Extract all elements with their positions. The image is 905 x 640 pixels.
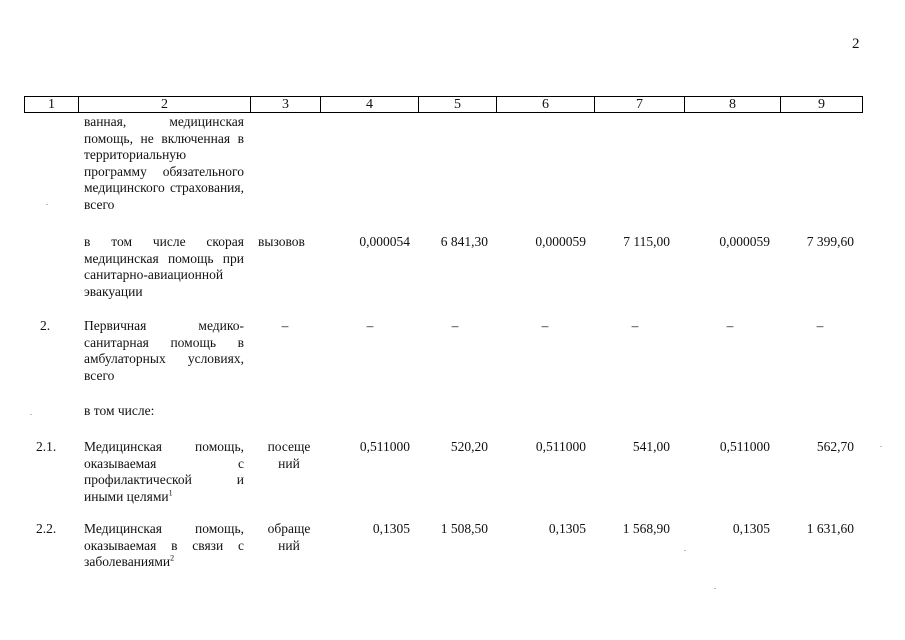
header-col-8: 8	[685, 97, 781, 113]
row-2-col9: –	[816, 318, 824, 333]
page-number: 2	[852, 36, 860, 52]
row-5-unit: обращений	[267, 521, 311, 553]
row-2-number: 2.	[40, 318, 51, 333]
row-2-col5: –	[451, 318, 459, 333]
row-5-footnote: 2	[170, 553, 175, 563]
row-5-col5: 1 508,50	[440, 521, 488, 536]
header-col-1: 1	[25, 97, 79, 113]
row-5-col4: 0,1305	[372, 521, 410, 536]
scan-speck	[714, 588, 716, 589]
row-2-col8: –	[726, 318, 734, 333]
row-1-col5: 6 841,30	[440, 234, 488, 249]
row-1-col8: 0,000059	[719, 234, 770, 249]
row-4-unit: посещений	[267, 439, 311, 471]
row-4-col9: 562,70	[816, 439, 854, 454]
header-col-3: 3	[251, 97, 321, 113]
row-1-col6: 0,000059	[535, 234, 586, 249]
row-1-col7: 7 115,00	[623, 234, 670, 249]
row-1-unit: вызовов	[258, 234, 305, 249]
row-4-description-text: Медицинская помощь, оказываемая с профилактической и иными целями	[84, 439, 244, 504]
header-col-6: 6	[497, 97, 595, 113]
row-0-description: ванная, медицинская помощь, не включенная в территориальную программу обязательного медицинского страхования, всего	[84, 114, 244, 212]
header-col-4: 4	[321, 97, 419, 113]
column-number-header	[24, 96, 863, 113]
row-4-footnote: 1	[168, 488, 173, 497]
row-4-col5: 520,20	[450, 439, 488, 454]
row-2-col6: –	[541, 318, 549, 333]
row-4-col8: 0,511000	[719, 439, 770, 454]
row-2-unit: –	[281, 318, 289, 333]
header-row	[25, 97, 863, 113]
scan-speck	[30, 414, 32, 415]
row-1-col9: 7 399,60	[806, 234, 854, 249]
row-5-col9: 1 631,60	[806, 521, 854, 536]
scan-speck	[880, 446, 882, 447]
header-col-2: 2	[79, 97, 251, 113]
row-1-description: в том числе скорая медицинская помощь при санитарно-авиационной эвакуации	[84, 234, 244, 299]
row-5-description-text: Медицинская помощь, оказываемая в связи с заболеваниями	[84, 521, 244, 569]
row-2-description: Первичная медико-санитарная помощь в амбулаторных условиях, всего	[84, 318, 244, 383]
row-4-col6: 0,511000	[535, 439, 586, 454]
row-4-col4: 0,511000	[359, 439, 410, 454]
row-2-col4: –	[366, 318, 374, 333]
row-4-col7: 541,00	[632, 439, 670, 454]
row-5-description	[84, 521, 244, 571]
row-1-col4: 0,000054	[359, 234, 410, 249]
row-5-col6: 0,1305	[548, 521, 586, 536]
scan-speck	[684, 550, 686, 551]
header-col-9: 9	[781, 97, 863, 113]
scan-speck	[46, 204, 48, 205]
row-4-number: 2.1.	[36, 439, 57, 454]
header-col-7: 7	[595, 97, 685, 113]
row-5-number: 2.2.	[36, 521, 57, 536]
row-5-col8: 0,1305	[732, 521, 770, 536]
header-col-5: 5	[419, 97, 497, 113]
row-5-col7: 1 568,90	[622, 521, 670, 536]
row-3-description: в том числе:	[84, 403, 155, 418]
row-4-description	[84, 439, 244, 505]
row-2-col7: –	[631, 318, 639, 333]
